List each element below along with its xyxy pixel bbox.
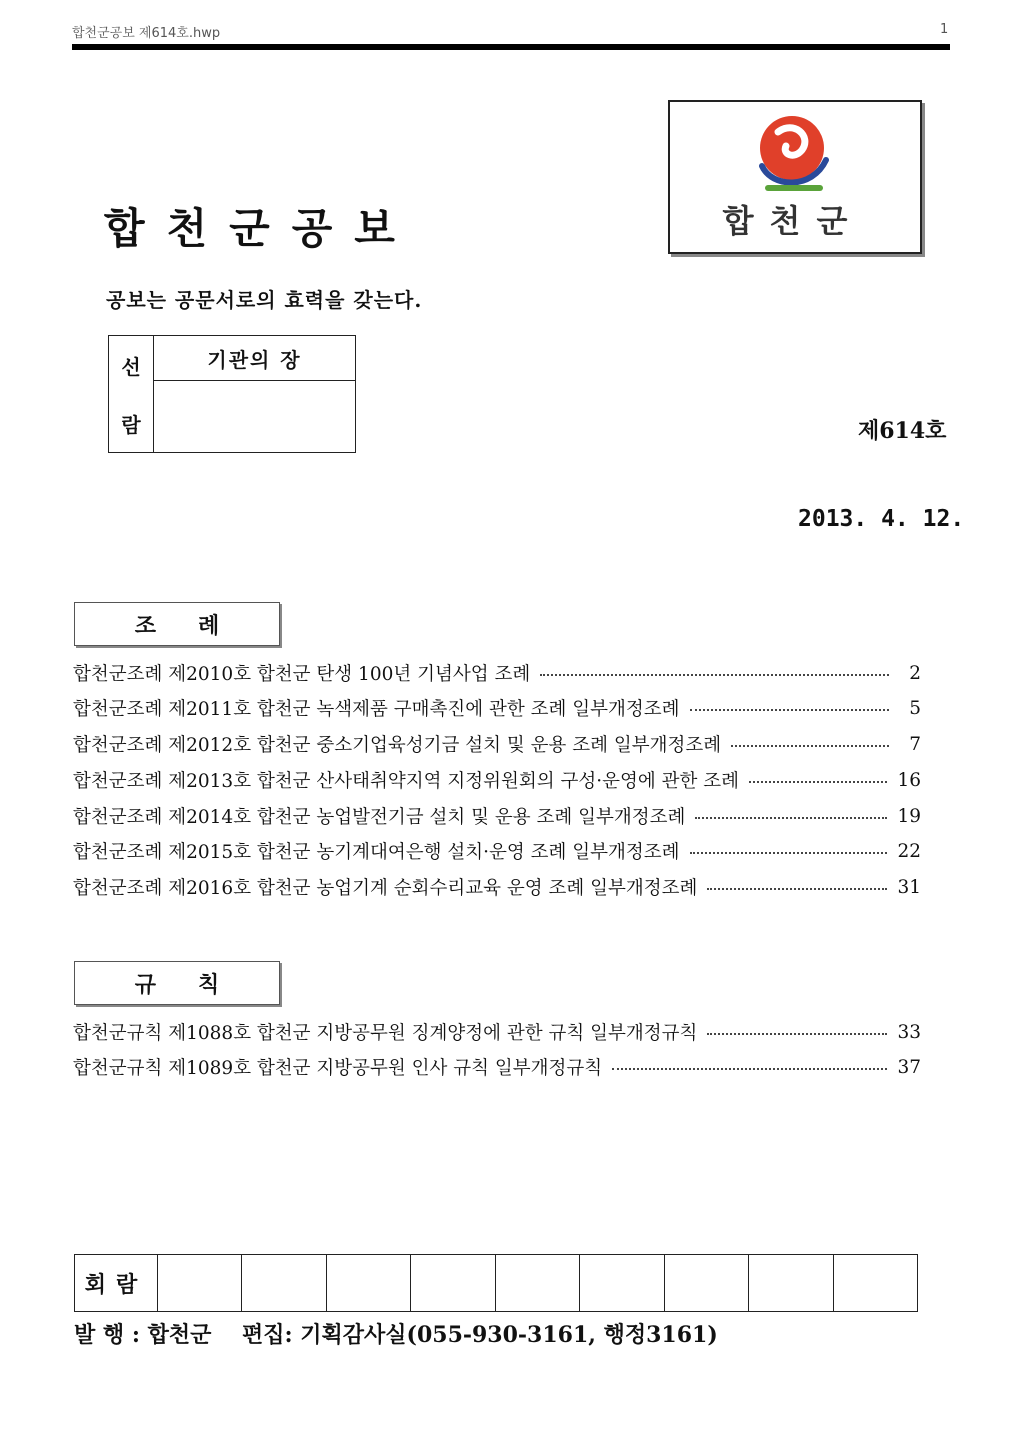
toc-item-page: 33 [897, 1021, 921, 1043]
circulation-table [108, 335, 356, 453]
reading-signature-cell [580, 1255, 664, 1312]
toc-item-text: 합천군규칙 제1089호 합천군 지방공무원 인사 규칙 일부개정규칙 [73, 1058, 603, 1079]
toc-item[interactable] [73, 1050, 933, 1084]
county-emblem-icon [742, 110, 842, 202]
reading-signature-cell [664, 1255, 748, 1312]
header-filename: 합천군공보 제614호.hwp [72, 26, 221, 41]
issue-number: 제614호 [858, 418, 947, 444]
toc-item-text: 합천군조례 제2014호 합천군 농업발전기금 설치 및 운용 조례 일부개정조례 [73, 807, 686, 828]
toc-leader [690, 852, 888, 854]
toc-item-text: 합천군조례 제2012호 합천군 중소기업육성기금 설치 및 운용 조례 일부개정조례 [73, 735, 722, 756]
toc-item-page: 37 [897, 1056, 921, 1078]
section-title-ordinances: 조례 [74, 602, 280, 646]
header-page-number: 1 [940, 22, 949, 37]
toc-leader [707, 888, 887, 890]
circulation-side-label [109, 336, 154, 453]
toc-item-text: 합천군조례 제2016호 합천군 농업기계 순회수리교육 운영 조례 일부개정조례 [73, 878, 698, 899]
toc-item[interactable] [73, 834, 933, 868]
toc-item-page: 22 [897, 840, 921, 862]
circulation-side-bottom: 람 [121, 412, 141, 437]
reading-signature-cell [411, 1255, 495, 1312]
reading-signature-cell [158, 1255, 242, 1312]
issue-date: 2013. 4. 12. [798, 506, 965, 532]
reading-signature-cell [495, 1255, 579, 1312]
toc-leader [695, 817, 887, 819]
reading-signature-cell [242, 1255, 326, 1312]
toc-item-text: 합천군조례 제2010호 합천군 탄생 100년 기념사업 조례 [73, 664, 531, 685]
circulation-side-top: 선 [121, 354, 141, 379]
toc-item-page: 19 [897, 805, 921, 827]
toc-item[interactable] [73, 763, 933, 797]
section-title-rules: 규칙 [74, 961, 280, 1005]
header-rule [72, 44, 950, 50]
reading-label: 회람 [75, 1255, 158, 1312]
toc-item-text: 합천군규칙 제1088호 합천군 지방공무원 징계양정에 관한 규칙 일부개정규칙 [73, 1023, 698, 1044]
logo-text: 합천군 [722, 202, 864, 240]
toc-item[interactable] [73, 691, 933, 725]
toc-item[interactable] [73, 1015, 933, 1049]
toc-item[interactable] [73, 656, 933, 690]
toc-leader [749, 781, 887, 783]
publisher-footer: 발 행 : 합천군 편집: 기획감사실(055-930-3161, 행정3161) [74, 1322, 718, 1348]
toc-item-page: 31 [897, 876, 921, 898]
reading-signature-cell [833, 1255, 918, 1312]
circulation-signature-cell [154, 381, 356, 453]
toc-item-page: 7 [909, 733, 921, 755]
toc-item[interactable] [73, 727, 933, 761]
toc-item[interactable] [73, 799, 933, 833]
toc-item-page: 2 [909, 662, 921, 684]
toc-item-text: 합천군조례 제2011호 합천군 녹색제품 구매촉진에 관한 조례 일부개정조례 [73, 699, 680, 720]
toc-leader [731, 745, 889, 747]
toc-leader [540, 674, 889, 676]
subtitle: 공보는 공문서로의 효력을 갖는다. [106, 288, 423, 312]
reading-signature-cell [749, 1255, 833, 1312]
circulation-head: 기관의 장 [154, 336, 356, 381]
reading-signature-cell [326, 1255, 410, 1312]
toc-item-page: 16 [897, 769, 921, 791]
toc-leader [690, 709, 889, 711]
toc-item-page: 5 [909, 697, 921, 719]
toc-leader [707, 1033, 887, 1035]
toc-item[interactable] [73, 870, 933, 904]
toc-leader [612, 1068, 887, 1070]
reading-table [74, 1254, 918, 1312]
toc-item-text: 합천군조례 제2015호 합천군 농기계대여은행 설치·운영 조례 일부개정조례 [73, 842, 680, 863]
toc-item-text: 합천군조례 제2013호 합천군 산사태취약지역 지정위원회의 구성·운영에 관한 조례 [73, 771, 740, 792]
publication-title: 합천군공보 [104, 204, 417, 253]
